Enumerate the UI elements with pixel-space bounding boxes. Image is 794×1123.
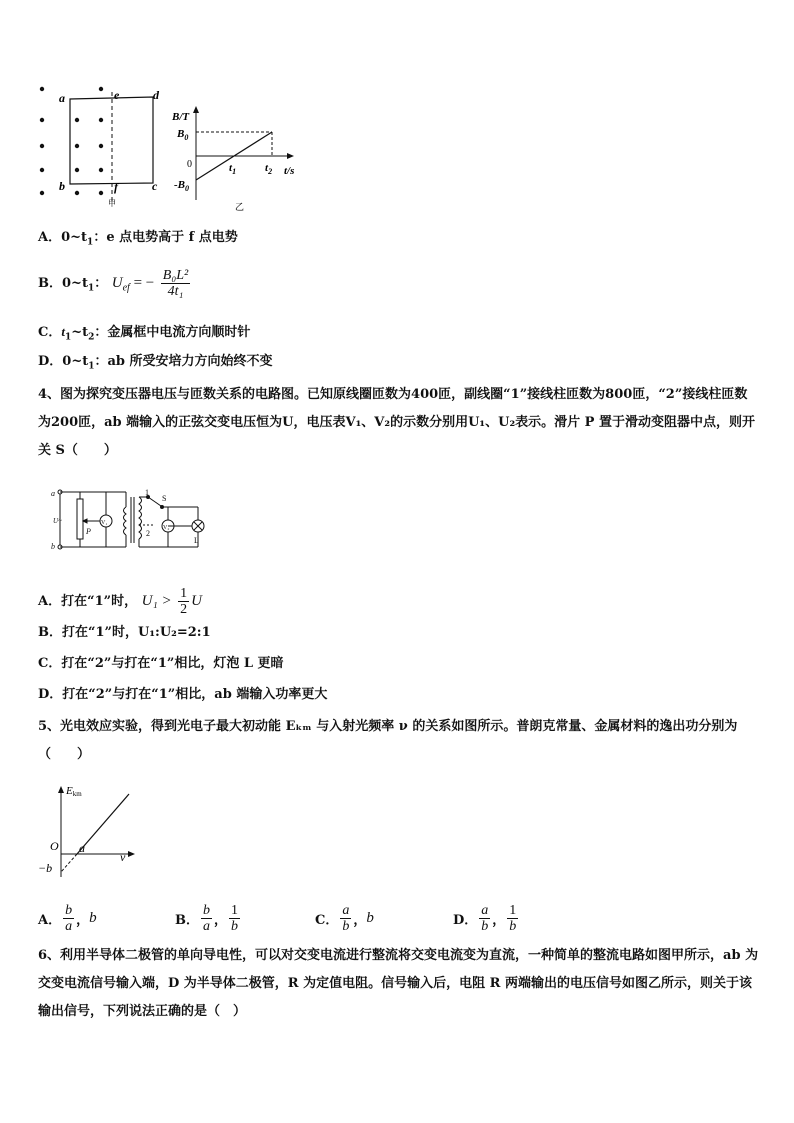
t2-sub: 2 [268,167,273,176]
q3-option-d[interactable]: D．$0\sim t_1$：ab 所受安培力方向始终不变 [38,354,273,372]
axis-t-label: t/s [284,165,295,177]
b0-sub: 0 [184,133,189,142]
intercept-neg-b: −b [38,861,53,875]
switch-s: S [162,494,167,503]
ek-extension [61,854,77,872]
ek-axis-label: E [66,785,73,797]
origin-o: O [50,839,59,853]
q5-stem: 5、光电效应实验，得到光电子最大初动能 Eₖₘ 与入射光频率 ν 的关系如图所示。普朗克常量、金属材料的逸出功分别为（ ） [38,719,738,762]
q5-option-c[interactable]: C． $\frac{a}{b}$ ， b [315,902,374,934]
terminal-a: a [51,489,55,498]
magnetic-field-dots [40,87,103,195]
corner-e: e [114,88,120,102]
corner-c: c [152,179,158,193]
tap-1: 1 [145,488,149,497]
t2-label: t [265,162,269,174]
q3-option-b[interactable]: B．$0\sim t_1$： $U_{ef}$ = − $\frac{\text{B₀L²}}{\text{4t₁}}$ [38,268,189,299]
intercept-a: a [79,841,85,855]
neg-b0-label: -B [174,179,185,191]
q4-option-a[interactable]: A．打在“1”时， U₁ > $\frac{1}{2}$ U [38,586,202,617]
q4-option-b[interactable]: B．打在“1”时，U₁:U₂=2:1 [38,625,211,640]
slider-p: P [86,527,91,536]
q5-option-d[interactable]: D． $\frac{a}{b}$ ， $\frac{1}{b}$ [453,902,517,934]
q4-option-c[interactable]: C．打在“2”与打在“1”相比，灯泡 L 更暗 [38,656,284,671]
q3-option-a[interactable]: A．$0\sim t_1$：e 点电势高于 f 点电势 [38,230,238,248]
q4-stem: 4、图为探究变压器电压与匝数关系的电路图。已知原线圈匝数为400匝，副线圈“1”接线柱匝数为800匝，“2”接线柱匝数为200匝，ab 端输入的正弦交变电压恒为U，电压表V₁、V₂的示数分别用U₁、U₂表示。滑片 P 置于滑动变阻器中点，则开关 S（ ） [38,387,755,458]
origin-zero: 0 [187,159,192,170]
ek-axis-sub: km [72,790,82,798]
svg-text:-B0 [174,179,189,193]
t1-label: t [229,162,233,174]
svg-text:Ekm [65,785,82,798]
t1-sub: 1 [232,167,237,176]
svg-text:t2 [265,162,272,176]
input-u: U~ [53,517,62,525]
tap-2: 2 [146,529,150,538]
corner-b: b [59,179,65,193]
q5-graph [34,782,144,882]
q5-option-b[interactable]: B． $\frac{b}{a}$ ， $\frac{1}{b}$ [175,902,239,934]
q4-circuit-diagram [48,487,208,553]
q4-option-d[interactable]: D．打在“2”与打在“1”相比，ab 端输入功率更大 [38,687,328,702]
voltmeter-v2: V₂ [163,525,170,531]
q6-stem: 6、利用半导体二极管的单向导电性，可以对交变电流进行整流将交变电流变为直流，一种简单的整流电路如图甲所示，ab 为交变电流信号输入端，D 为半导体二极管，R 为定值电阻。信号输入后，电阻 R 两端输出的电压信号如图乙所示，则关于该输出信号，下列说法正确的是（ ） [38,948,759,1019]
bt-graph [171,106,294,212]
corner-a: a [59,91,65,105]
neg-b0-sub: 0 [185,184,189,193]
svg-text:t1 [229,162,236,176]
b0-label: B [177,128,185,140]
terminal-b: b [51,542,55,551]
corner-d: d [153,88,159,102]
axis-b-label: B/T [172,111,190,123]
svg-text:B0 [176,128,188,142]
q5-option-a[interactable]: A． $\frac{b}{a}$ ， b [38,902,97,934]
q3-option-c[interactable]: C．$t_1\sim t_2$：金属框中电流方向顺时针 [38,324,251,343]
corner-f: f [114,180,118,194]
caption-jia: 甲 [108,199,116,208]
lamp-l: L [194,536,199,545]
q3-figure [30,80,320,215]
nu-axis-label: ν [120,850,126,864]
caption-yi: 乙 [235,202,245,212]
voltmeter-v1: V₁ [101,520,108,526]
